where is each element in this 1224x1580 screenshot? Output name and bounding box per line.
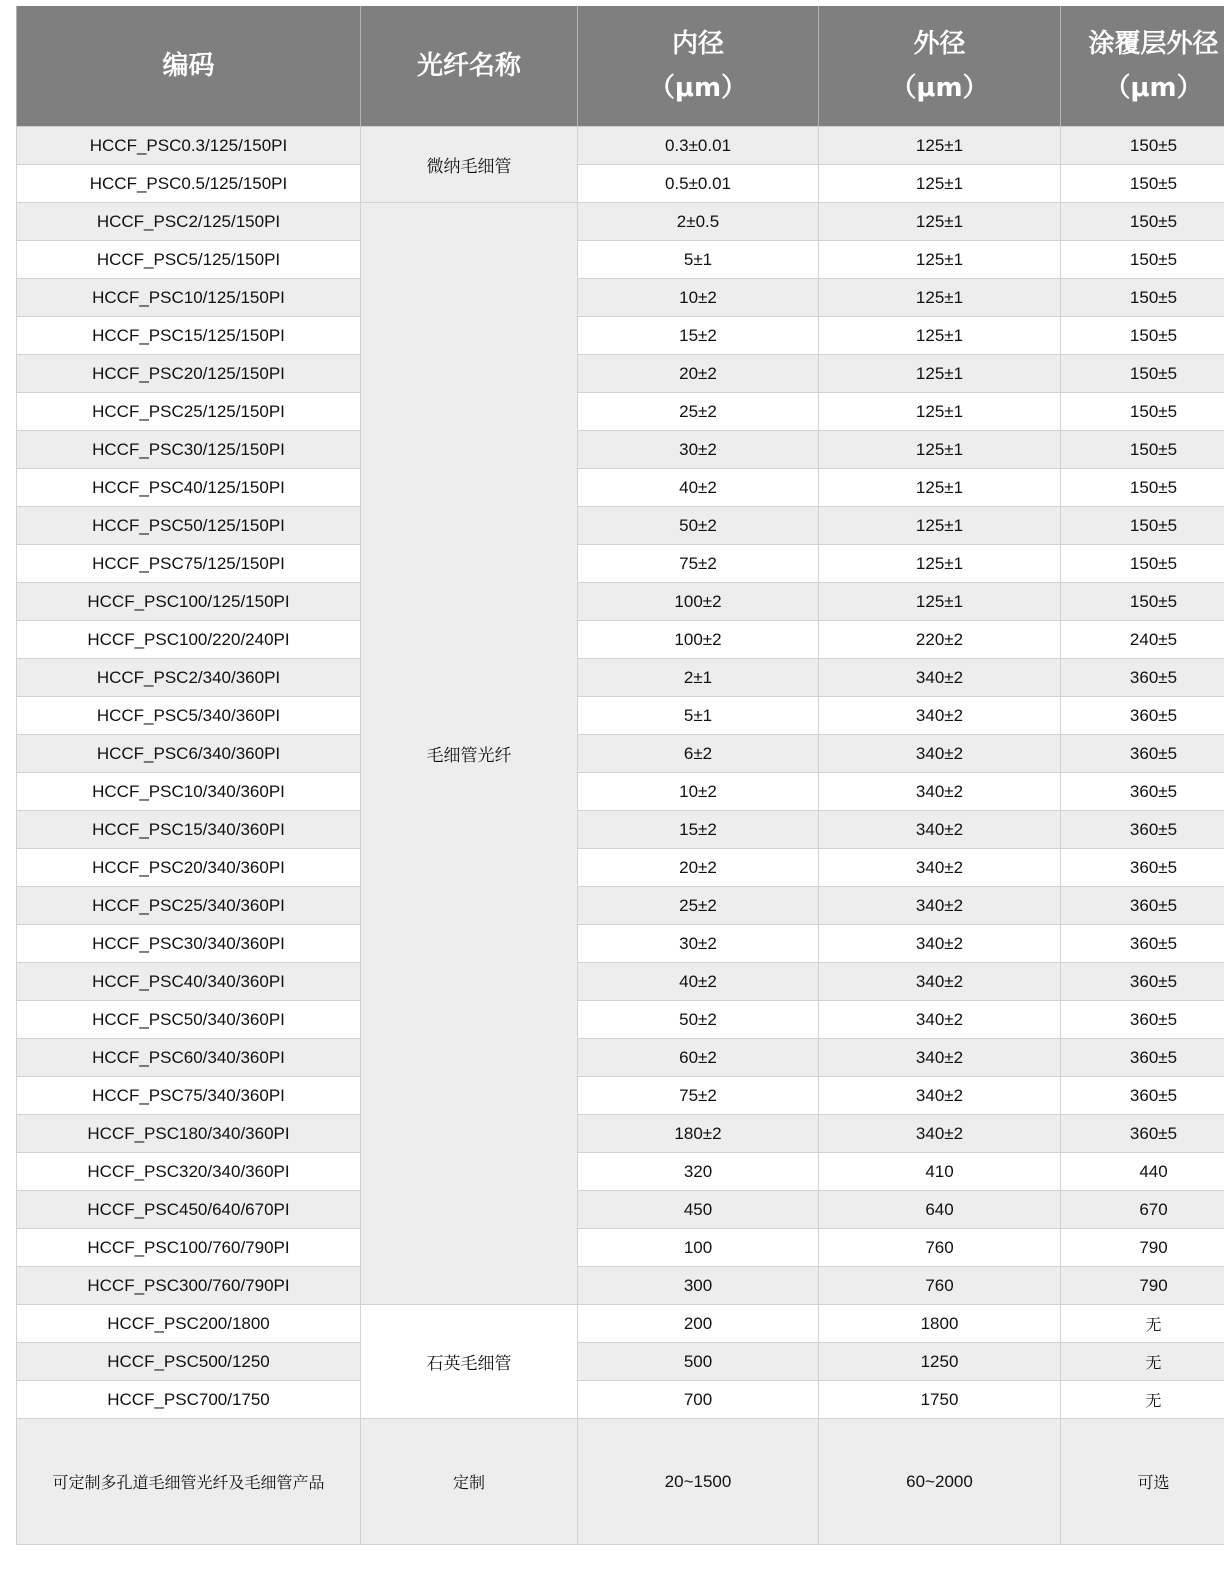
cell-coating-diameter: 360±5 (1061, 925, 1224, 963)
cell-coating-diameter: 150±5 (1061, 431, 1224, 469)
cell-outer-diameter: 125±1 (819, 165, 1061, 203)
table-row (17, 241, 1224, 279)
cell-coating-diameter: 150±5 (1061, 393, 1224, 431)
table-row (17, 735, 1224, 773)
cell-inner-diameter: 15±2 (578, 811, 819, 849)
cell-inner-diameter: 100 (578, 1229, 819, 1267)
cell-coating-diameter: 440 (1061, 1153, 1224, 1191)
cell-code: HCCF_PSC450/640/670PI (17, 1191, 361, 1229)
cell-code: HCCF_PSC5/340/360PI (17, 697, 361, 735)
cell-coating-diameter: 150±5 (1061, 203, 1224, 241)
cell-coating-diameter: 360±5 (1061, 811, 1224, 849)
cell-code: HCCF_PSC0.3/125/150PI (17, 127, 361, 165)
cell-coating-diameter: 150±5 (1061, 165, 1224, 203)
cell-outer-diameter: 1800 (819, 1305, 1061, 1343)
table-row (17, 1267, 1224, 1305)
cell-code: HCCF_PSC60/340/360PI (17, 1039, 361, 1077)
cell-inner-diameter: 25±2 (578, 887, 819, 925)
table-row (17, 279, 1224, 317)
cell-coating-diameter: 150±5 (1061, 507, 1224, 545)
cell-coating-diameter: 150±5 (1061, 317, 1224, 355)
header-code: 编码 (17, 6, 361, 127)
table-row (17, 469, 1224, 507)
table-row (17, 1229, 1224, 1267)
cell-inner-diameter: 5±1 (578, 697, 819, 735)
cell-code: HCCF_PSC40/340/360PI (17, 963, 361, 1001)
table-row (17, 1381, 1224, 1419)
cell-coating-diameter: 360±5 (1061, 1115, 1224, 1153)
cell-inner-diameter: 40±2 (578, 963, 819, 1001)
cell-inner-diameter: 0.5±0.01 (578, 165, 819, 203)
cell-code: HCCF_PSC10/340/360PI (17, 773, 361, 811)
table-row (17, 621, 1224, 659)
spec-table-container (16, 6, 1224, 1558)
cell-coating-diameter: 360±5 (1061, 887, 1224, 925)
cell-inner-diameter: 320 (578, 1153, 819, 1191)
cell-inner-diameter: 200 (578, 1305, 819, 1343)
cell-outer-diameter: 340±2 (819, 659, 1061, 697)
cell-outer-diameter: 125±1 (819, 241, 1061, 279)
cell-outer-diameter: 125±1 (819, 545, 1061, 583)
table-row (17, 811, 1224, 849)
cell-inner-diameter: 300 (578, 1267, 819, 1305)
cell-code: HCCF_PSC25/125/150PI (17, 393, 361, 431)
cell-inner-diameter: 75±2 (578, 1077, 819, 1115)
cell-inner-diameter: 75±2 (578, 545, 819, 583)
table-row (17, 165, 1224, 203)
table-row (17, 431, 1224, 469)
header-coating-diameter: 涂覆层外径 （μm） (1061, 6, 1224, 127)
cell-inner-diameter: 30±2 (578, 431, 819, 469)
cell-code: HCCF_PSC100/125/150PI (17, 583, 361, 621)
cell-code: HCCF_PSC700/1750 (17, 1381, 361, 1419)
cell-inner-diameter: 50±2 (578, 1001, 819, 1039)
cell-inner-diameter: 50±2 (578, 507, 819, 545)
cell-outer-diameter: 340±2 (819, 925, 1061, 963)
cell-coating-diameter: 790 (1061, 1229, 1224, 1267)
cell-outer-diameter: 640 (819, 1191, 1061, 1229)
cell-inner-diameter: 100±2 (578, 621, 819, 659)
table-row (17, 697, 1224, 735)
cell-coating-diameter: 360±5 (1061, 1001, 1224, 1039)
cell-coating-diameter: 360±5 (1061, 963, 1224, 1001)
cell-fiber-name: 微纳毛细管 (361, 127, 578, 203)
cell-code: HCCF_PSC500/1250 (17, 1343, 361, 1381)
cell-outer-diameter: 760 (819, 1267, 1061, 1305)
cell-outer-diameter: 340±2 (819, 887, 1061, 925)
cell-code: HCCF_PSC15/125/150PI (17, 317, 361, 355)
table-row (17, 203, 1224, 241)
cell-fiber-name: 毛细管光纤 (361, 203, 578, 1305)
cell-outer-diameter: 340±2 (819, 811, 1061, 849)
cell-coating-diameter: 150±5 (1061, 469, 1224, 507)
table-row (17, 849, 1224, 887)
cell-code: HCCF_PSC75/125/150PI (17, 545, 361, 583)
cell-coating-diameter: 150±5 (1061, 355, 1224, 393)
cell-outer-diameter: 125±1 (819, 355, 1061, 393)
table-row (17, 317, 1224, 355)
cell-inner-diameter: 20±2 (578, 355, 819, 393)
table-body (17, 127, 1224, 1545)
cell-code: HCCF_PSC15/340/360PI (17, 811, 361, 849)
cell-inner-diameter: 20±2 (578, 849, 819, 887)
cell-inner-diameter: 10±2 (578, 279, 819, 317)
cell-code: HCCF_PSC40/125/150PI (17, 469, 361, 507)
table-row-custom (17, 1419, 1224, 1545)
cell-inner-diameter: 30±2 (578, 925, 819, 963)
cell-outer-diameter: 125±1 (819, 317, 1061, 355)
header-outer-diameter: 外径 （μm） (819, 6, 1061, 127)
cell-coating-diameter: 240±5 (1061, 621, 1224, 659)
cell-code: HCCF_PSC2/125/150PI (17, 203, 361, 241)
cell-coating-diameter: 360±5 (1061, 659, 1224, 697)
cell-outer-diameter: 760 (819, 1229, 1061, 1267)
cell-outer-diameter: 340±2 (819, 1001, 1061, 1039)
table-row (17, 1115, 1224, 1153)
cell-outer-diameter: 125±1 (819, 203, 1061, 241)
cell-code: HCCF_PSC50/125/150PI (17, 507, 361, 545)
cell-code: HCCF_PSC320/340/360PI (17, 1153, 361, 1191)
cell-outer-diameter: 125±1 (819, 431, 1061, 469)
cell-coating-diameter: 150±5 (1061, 127, 1224, 165)
cell-outer-diameter: 1750 (819, 1381, 1061, 1419)
cell-coating-diameter: 150±5 (1061, 241, 1224, 279)
cell-code: HCCF_PSC20/340/360PI (17, 849, 361, 887)
cell-coating-diameter: 无 (1061, 1381, 1224, 1419)
cell-inner-diameter: 10±2 (578, 773, 819, 811)
cell-coating-diameter: 360±5 (1061, 735, 1224, 773)
cell-coating-diameter: 790 (1061, 1267, 1224, 1305)
cell-coating-diameter: 150±5 (1061, 545, 1224, 583)
header-row (17, 6, 1224, 127)
cell-outer-diameter: 125±1 (819, 583, 1061, 621)
table-row (17, 583, 1224, 621)
cell-outer-diameter: 125±1 (819, 127, 1061, 165)
cell-outer-diameter: 340±2 (819, 697, 1061, 735)
cell-code: HCCF_PSC2/340/360PI (17, 659, 361, 697)
cell-code: HCCF_PSC100/220/240PI (17, 621, 361, 659)
cell-code: HCCF_PSC0.5/125/150PI (17, 165, 361, 203)
table-row (17, 887, 1224, 925)
cell-inner-diameter: 5±1 (578, 241, 819, 279)
cell-outer-diameter: 1250 (819, 1343, 1061, 1381)
table-row (17, 507, 1224, 545)
cell-code: HCCF_PSC30/125/150PI (17, 431, 361, 469)
cell-coating-diameter: 无 (1061, 1343, 1224, 1381)
cell-outer-diameter: 60~2000 (819, 1419, 1061, 1545)
cell-coating-diameter: 150±5 (1061, 279, 1224, 317)
cell-inner-diameter: 180±2 (578, 1115, 819, 1153)
cell-coating-diameter: 360±5 (1061, 1077, 1224, 1115)
cell-inner-diameter: 100±2 (578, 583, 819, 621)
cell-coating-diameter: 360±5 (1061, 849, 1224, 887)
cell-code: HCCF_PSC50/340/360PI (17, 1001, 361, 1039)
cell-coating-diameter: 可选 (1061, 1419, 1224, 1545)
cell-coating-diameter: 360±5 (1061, 1039, 1224, 1077)
cell-code: HCCF_PSC25/340/360PI (17, 887, 361, 925)
cell-coating-diameter: 150±5 (1061, 583, 1224, 621)
cell-inner-diameter: 2±0.5 (578, 203, 819, 241)
cell-outer-diameter: 410 (819, 1153, 1061, 1191)
cell-code: HCCF_PSC6/340/360PI (17, 735, 361, 773)
table-row (17, 963, 1224, 1001)
cell-fiber-name: 石英毛细管 (361, 1305, 578, 1419)
table-row (17, 545, 1224, 583)
cell-code: 可定制多孔道毛细管光纤及毛细管产品 (17, 1419, 361, 1545)
cell-outer-diameter: 340±2 (819, 1115, 1061, 1153)
cell-coating-diameter: 360±5 (1061, 697, 1224, 735)
table-row (17, 1305, 1224, 1343)
cell-code: HCCF_PSC5/125/150PI (17, 241, 361, 279)
table-row (17, 773, 1224, 811)
cell-coating-diameter: 670 (1061, 1191, 1224, 1229)
table-row (17, 1039, 1224, 1077)
header-inner-diameter: 内径 （μm） (578, 6, 819, 127)
cell-outer-diameter: 340±2 (819, 849, 1061, 887)
cell-inner-diameter: 60±2 (578, 1039, 819, 1077)
cell-inner-diameter: 500 (578, 1343, 819, 1381)
cell-outer-diameter: 125±1 (819, 279, 1061, 317)
cell-inner-diameter: 40±2 (578, 469, 819, 507)
cell-inner-diameter: 700 (578, 1381, 819, 1419)
table-row (17, 1001, 1224, 1039)
cell-inner-diameter: 0.3±0.01 (578, 127, 819, 165)
cell-outer-diameter: 125±1 (819, 393, 1061, 431)
cell-inner-diameter: 2±1 (578, 659, 819, 697)
table-row (17, 393, 1224, 431)
cell-code: HCCF_PSC100/760/790PI (17, 1229, 361, 1267)
cell-coating-diameter: 360±5 (1061, 773, 1224, 811)
cell-code: HCCF_PSC10/125/150PI (17, 279, 361, 317)
cell-fiber-name: 定制 (361, 1419, 578, 1545)
cell-outer-diameter: 340±2 (819, 1077, 1061, 1115)
cell-outer-diameter: 125±1 (819, 469, 1061, 507)
table-row (17, 1153, 1224, 1191)
table-row (17, 659, 1224, 697)
table-row (17, 1191, 1224, 1229)
table-row (17, 355, 1224, 393)
cell-outer-diameter: 125±1 (819, 507, 1061, 545)
cell-coating-diameter: 无 (1061, 1305, 1224, 1343)
cell-code: HCCF_PSC300/760/790PI (17, 1267, 361, 1305)
cell-code: HCCF_PSC180/340/360PI (17, 1115, 361, 1153)
cell-inner-diameter: 450 (578, 1191, 819, 1229)
cell-inner-diameter: 25±2 (578, 393, 819, 431)
cell-code: HCCF_PSC20/125/150PI (17, 355, 361, 393)
cell-code: HCCF_PSC200/1800 (17, 1305, 361, 1343)
cell-code: HCCF_PSC30/340/360PI (17, 925, 361, 963)
cell-inner-diameter: 6±2 (578, 735, 819, 773)
cell-code: HCCF_PSC75/340/360PI (17, 1077, 361, 1115)
cell-outer-diameter: 340±2 (819, 963, 1061, 1001)
cell-outer-diameter: 340±2 (819, 735, 1061, 773)
cell-outer-diameter: 220±2 (819, 621, 1061, 659)
cell-inner-diameter: 20~1500 (578, 1419, 819, 1545)
table-row (17, 1343, 1224, 1381)
spec-table (16, 6, 1224, 1545)
table-row (17, 925, 1224, 963)
cell-outer-diameter: 340±2 (819, 1039, 1061, 1077)
cell-outer-diameter: 340±2 (819, 773, 1061, 811)
table-row (17, 127, 1224, 165)
header-fiber-name: 光纤名称 (361, 6, 578, 127)
cell-inner-diameter: 15±2 (578, 317, 819, 355)
table-row (17, 1077, 1224, 1115)
